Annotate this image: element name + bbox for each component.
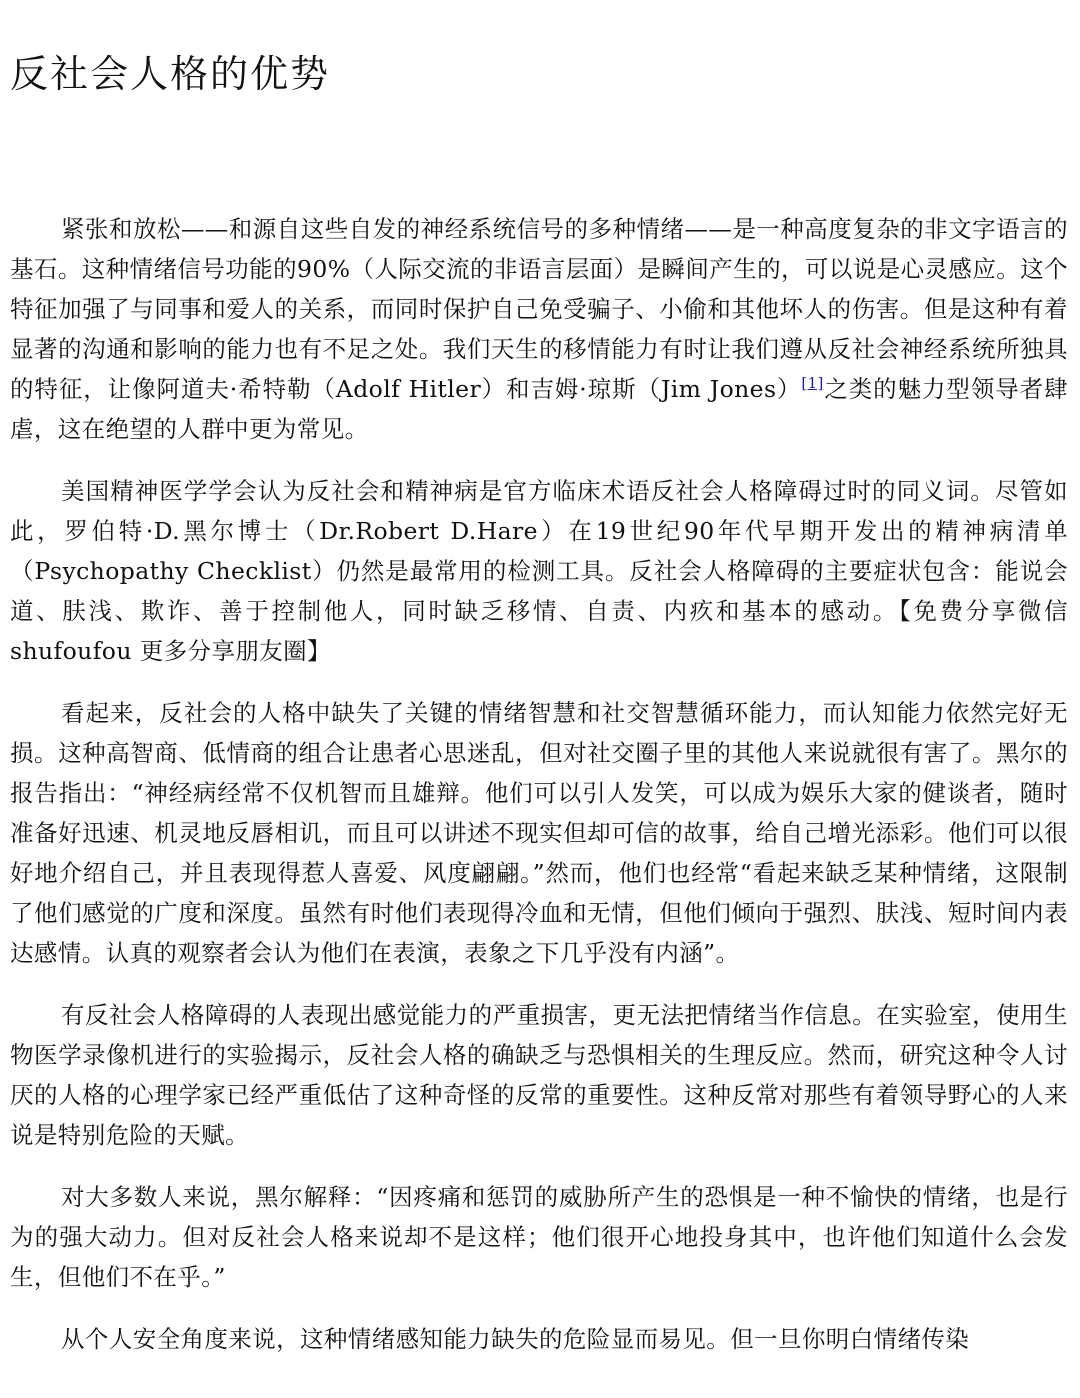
paragraph-1 <box>10 209 1068 449</box>
paragraph-3: 看起来，反社会的人格中缺失了关键的情绪智慧和社交智慧循环能力，而认知能力依然完好无损。这种高智商、低情商的组合让患者心思迷乱，但对社交圈子里的其他人来说就很有害了。黑尔的报告指出：“神经病经常不仅机智而且雄辩。他们可以引人发笑，可以成为娱乐大家的健谈者，随时准备好迅速、机灵地反唇相讥，而且可以讲述不现实但却可信的故事，给自己增光添彩。他们可以很好地介绍自己，并且表现得惹人喜爱、风度翩翩。”然而，他们也经常“看起来缺乏某种情绪，这限制了他们感觉的广度和深度。虽然有时他们表现得冷血和无情，但他们倾向于强烈、肤浅、短时间内表达感情。认真的观察者会认为他们在表演，表象之下几乎没有内涵”。 <box>10 699 1068 967</box>
paragraph-1-text-a: 紧张和放松——和源自这些自发的神经系统信号的多种情绪——是一种高度复杂的非文字语言的基石。这种情绪信号功能的90%（人际交流的非语言层面）是瞬间产生的，可以说是心灵感应。这个特征加强了与同事和爱人的关系，而同时保护自己免受骗子、小偷和其他坏人的伤害。但是这种有着显著的沟通和影响的能力也有不足之处。我们天生的移情能力有时让我们遵从反社会神经系统所独具的特征，让像阿道夫·希特勒（Adolf Hitler）和吉姆·琼斯（Jim Jones） <box>10 215 1068 403</box>
article-body <box>10 209 1068 1381</box>
paragraph-5: 对大多数人来说，黑尔解释：“因疼痛和惩罚的威胁所产生的恐惧是一种不愉快的情绪，也是行为的强大动力。但对反社会人格来说却不是这样；他们很开心地投身其中，也许他们知道什么会发生，但他们不在乎。” <box>10 1183 1068 1291</box>
paragraph-4: 有反社会人格障碍的人表现出感觉能力的严重损害，更无法把情绪当作信息。在实验室，使用生物医学录像机进行的实验揭示，反社会人格的确缺乏与恐惧相关的生理反应。然而，研究这种令人讨厌的人格的心理学家已经严重低估了这种奇怪的反常的重要性。这种反常对那些有着领导野心的人来说是特别危险的天赋。 <box>10 1001 1068 1149</box>
paragraph-2: 美国精神医学学会认为反社会和精神病是官方临床术语反社会人格障碍过时的同义词。尽管如此，罗伯特·D.黑尔博士（Dr.Robert D.Hare）在19世纪90年代早期开发出的精神病清单（Psychopathy Checklist）仍然是最常用的检测工具。反社会人格障碍的主要症状包含：能说会道、肤浅、欺诈、善于控制他人，同时缺乏移情、自责、内疚和基本的感动。【免费分享微信shufoufou 更多分享朋友圈】 <box>10 477 1068 665</box>
paragraph-6: 从个人安全角度来说，这种情绪感知能力缺失的危险显而易见。但一旦你明白情绪传染 <box>61 1325 970 1353</box>
page-title: 反社会人格的优势 <box>10 52 331 96</box>
footnote-ref-link[interactable]: [1] <box>801 374 824 392</box>
paragraph-1-text-b: 之类的魅力型领导者肆虐，这在绝望的人群中更为常见。 <box>10 375 1068 443</box>
